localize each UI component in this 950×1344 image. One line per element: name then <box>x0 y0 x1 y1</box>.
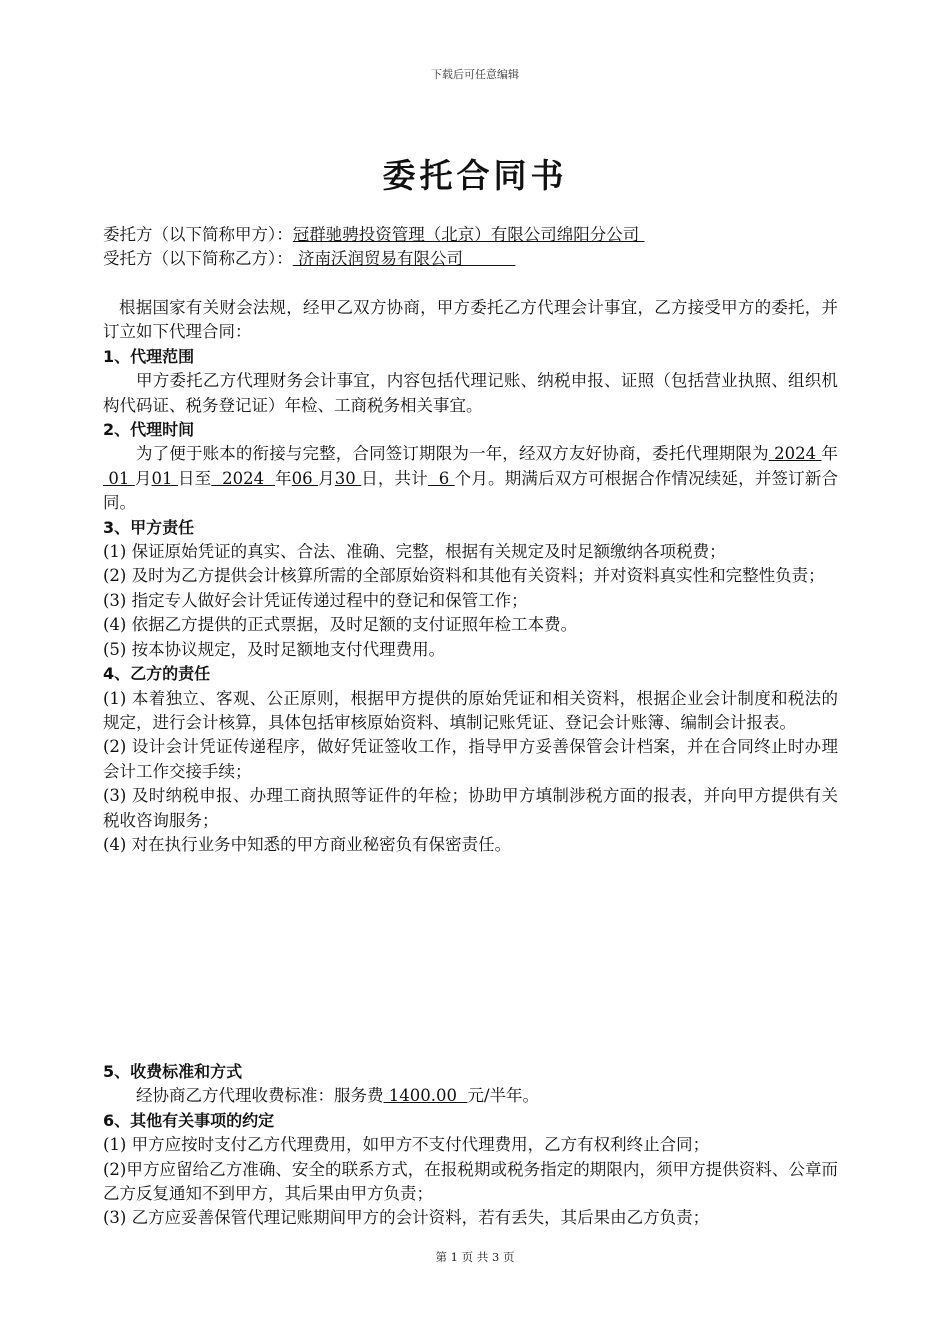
section-6-item: (2)甲方应留给乙方准确、安全的联系方式，在报税期或税务指定的期限内，须甲方提供资料、公章而乙方反复通知不到甲方，其后果由甲方负责； <box>103 1159 838 1204</box>
section-4-item: (3) 及时纳税申报、办理工商执照等证件的年检；协助甲方填制涉税方面的报表，并向甲方提供有关税收咨询服务； <box>103 786 838 830</box>
total-char: 日，共计 <box>361 468 428 488</box>
month-count: 6 <box>427 468 455 488</box>
term-text-1: 为了便于账本的衔接与完整，合同签订期限为一年，经双方友好协商，委托代理期限为 <box>136 444 769 464</box>
day-to-char: 日至 <box>177 468 212 488</box>
section-1-heading: 1、代理范围 <box>103 346 195 366</box>
section-3-item: (5) 按本协议规定，及时足额地支付代理费用。 <box>103 639 446 659</box>
header-note: 下载后可任意编辑 <box>431 68 519 81</box>
document-title: 委托合同书 <box>382 156 568 195</box>
agent-name: 济南沃润贸易有限公司 <box>292 249 516 269</box>
start-year: 2024 <box>768 444 822 464</box>
client-line <box>103 223 838 247</box>
intro-paragraph: 根据国家有关财会法规，经甲乙双方协商，甲方委托乙方代理会计事宜，乙方接受甲方的委托，并订立如下代理合同： <box>103 298 838 342</box>
section-2-text <box>103 442 838 515</box>
fee-amount: 1400.00 <box>383 1086 468 1106</box>
month-char: 月 <box>318 468 335 488</box>
section-5-heading: 5、收费标准和方式 <box>103 1062 243 1081</box>
agent-label: 受托方（以下简称乙方）： <box>103 249 293 269</box>
section-1-text: 甲方委托乙方代理财务会计事宜，内容包括代理记账、纳税申报、证照（包括营业执照、组织机构代码证、税务登记证）年检、工商税务相关事宜。 <box>103 371 838 415</box>
section-4-item: (2) 设计会计凭证传递程序，做好凭证签收工作，指导甲方妥善保管会计档案，并在合同终止时办理会计工作交接手续； <box>103 737 838 781</box>
contract-body-part-2 <box>103 1060 838 1231</box>
page-number-footer: 第 1 页 共 3 页 <box>435 1250 515 1264</box>
end-year: 2024 <box>211 468 275 488</box>
fee-text-1: 经协商乙方代理收费标准：服务费 <box>136 1086 384 1106</box>
agent-line <box>103 247 838 271</box>
section-6-heading: 6、其他有关事项的约定 <box>103 1110 275 1130</box>
section-3-item: (1) 保证原始凭证的真实、合法、准确、完整，根据有关规定及时足额缴纳各项税费； <box>103 542 726 562</box>
section-4-item: (1) 本着独立、客观、公正原则，根据甲方提供的原始凭证和相关资料，根据企业会计制度和税法的规定，进行会计核算，具体包括审核原始资料、填制记账凭证、登记会计账簿、编制会计报表。 <box>103 688 838 732</box>
start-month: 01 <box>103 468 135 488</box>
contract-body-part-1 <box>103 296 838 857</box>
section-2-heading: 2、代理时间 <box>103 420 195 440</box>
client-name: 冠群驰骋投资管理（北京）有限公司绵阳分公司 <box>292 225 645 244</box>
fee-text-2: 元/半年。 <box>467 1086 540 1106</box>
section-4-item: (4) 对在执行业务中知悉的甲方商业秘密负有保密责任。 <box>103 834 512 854</box>
section-6-item: (3) 乙方应妥善保管代理记账期间甲方的会计资料，若有丢失，其后果由乙方负责； <box>103 1208 710 1228</box>
end-day: 30 <box>334 468 362 488</box>
year-char: 年 <box>821 444 839 464</box>
section-6-item: (1) 甲方应按时支付乙方代理费用，如甲方不支付代理费用，乙方有权利终止合同； <box>103 1135 710 1155</box>
section-4-heading: 4、乙方的责任 <box>103 664 211 684</box>
end-month: 06 <box>291 468 319 488</box>
parties-block <box>103 223 838 272</box>
section-3-item: (3) 指定专人做好会计凭证传递过程中的登记和保管工作； <box>103 590 528 610</box>
month-char: 月 <box>134 468 152 488</box>
term-text-2: 个月。期满后双方可根据合作情况续延，并签订新合同。 <box>103 468 839 513</box>
start-day: 01 <box>151 468 178 488</box>
year-char: 年 <box>274 468 292 488</box>
section-5-text <box>103 1084 838 1108</box>
section-3-item: (2) 及时为乙方提供会计核算所需的全部原始资料和其他有关资料；并对资料真实性和完整性负责； <box>103 566 825 586</box>
section-3-item: (4) 依据乙方提供的正式票据，及时足额的支付证照年检工本费。 <box>103 615 578 635</box>
client-label: 委托方（以下简称甲方）： <box>103 225 293 244</box>
section-3-heading: 3、甲方责任 <box>103 517 195 537</box>
